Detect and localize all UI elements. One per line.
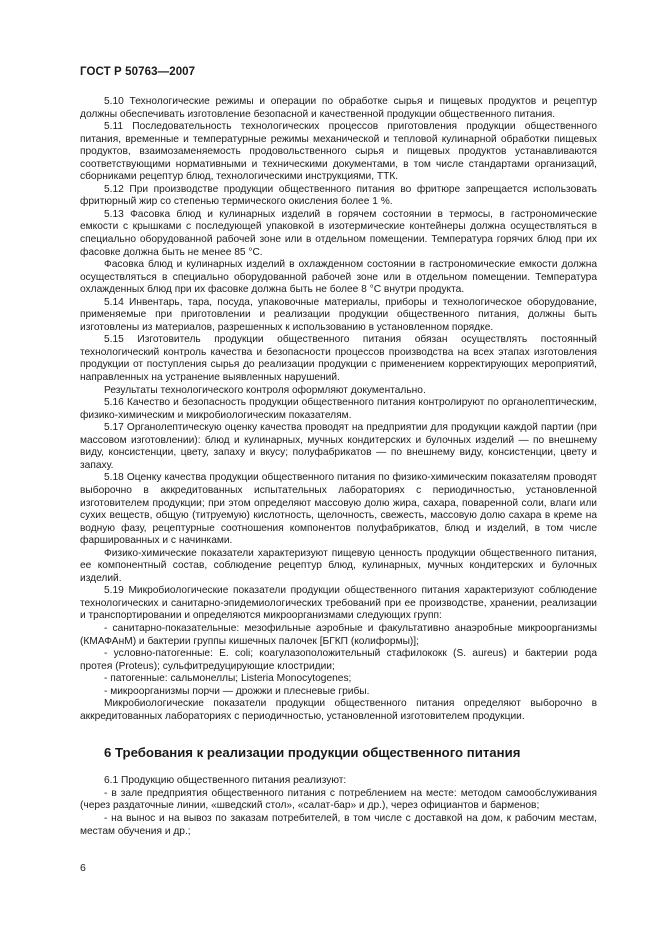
clause-5-13-cont: Фасовка блюд и кулинарных изделий в охлажденном состоянии в гастрономические емкости должна осуществляться в специально оборудованной рабочей зоне или в отдельном помещении. Температура охлажденных блюд при их фасовке должна быть не более 8 °C внутри продукта.	[80, 259, 597, 296]
clause-5-17: 5.17 Органолептическую оценку качества проводят на предприятии для продукции каждой партии (при массовом изготовлении): блюд и кулинарных, мучных кондитерских и булочных изделий — по внешнему виду, консистенции, цвету, запаху и вкусу; полуфабрикатов — по внешнему виду, консистенции, цвету и запаху.	[80, 422, 597, 471]
clause-5-19: 5.19 Микробиологические показатели продукции общественного питания характеризуют соблюдение технологических и санитарно-эпидемиологических требований при ее производстве, хранении, реализации и транспортировании и определяются микроорганизмами следующих групп:	[80, 585, 597, 622]
clause-5-15-cont: Результаты технологического контроля оформляют документально.	[104, 384, 426, 396]
list-item-opportunistic: - условно-патогенные: E. coli; коагулазоположительный стафилококк (S. aureus) и бактерии рода протея (Proteus); сульфитредуцирующие клостридии;	[80, 648, 597, 672]
clause-5-14: 5.14 Инвентарь, тара, посуда, упаковочные материалы, приборы и технологическое оборудование, применяемые при приготовлении и реализации продукции общественного питания, должны быть изготовлены из материалов, разрешенных к использованию в установленном порядке.	[80, 296, 597, 333]
clause-5-19-cont: Микробиологические показатели продукции общественного питания определяют выборочно в аккредитованных лабораториях с периодичностью, установленной изготовителем продукции.	[80, 698, 597, 722]
page-number: 6	[80, 862, 86, 874]
list-item-sanitary: - санитарно-показательные: мезофильные аэробные и факультативно анаэробные микроорганизмы (КМАФАнМ) и бактерии группы кишечных палочек [БГКП (колиформы)];	[80, 622, 597, 647]
clause-6-1: 6.1 Продукцию общественного питания реализуют:	[104, 775, 347, 787]
section-6-heading: 6 Требования к реализации продукции общественного питания	[104, 745, 521, 761]
document-body	[80, 96, 597, 838]
list-item-spoilage: - микроорганизмы порчи — дрожжи и плесневые грибы.	[104, 685, 370, 697]
clause-5-18-cont: Физико-химические показатели характеризуют пищевую ценность продукции общественного питания, ее компонентный состав, соблюдение рецептур блюд, кулинарных, мучных кондитерских и булочных изделий.	[80, 547, 597, 584]
clause-5-16: 5.16 Качество и безопасность продукции общественного питания контролируют по органолептическим, физико-химическим и микробиологическим показателям.	[80, 397, 597, 421]
list-item-takeaway: - на вынос и на вывоз по заказам потребителей, в том числе с доставкой на дом, к рабочим местам, местам обучения и др.;	[80, 812, 597, 837]
clause-5-12: 5.12 При производстве продукции общественного питания во фритюре запрещается использовать фритюрный жир со степенью термического окисления более 1 %.	[80, 183, 597, 208]
list-item-in-hall: - в зале предприятия общественного питания с потреблением на месте: методом самообслуживания (через раздаточные линии, «шведский стол», «салат-бар» и др.), через официантов и барменов;	[80, 787, 597, 812]
list-item-pathogenic: - патогенные: сальмонеллы; Listeria Monocytogenes;	[104, 673, 352, 685]
clause-5-11: 5.11 Последовательность технологических процессов приготовления продукции общественного питания, временные и температурные режимы механической и тепловой кулинарной обработки пищевых продуктов, взаимозаменяемость продовольственного сырья и пищевых продуктов устанавливаются соответствующими нормативными и техническими документами, в том числе стандартами организаций, сборниками рецептур блюд, технологическими инструкциями, ТТК.	[80, 121, 597, 183]
document-header: ГОСТ Р 50763—2007	[80, 66, 196, 78]
clause-5-13: 5.13 Фасовка блюд и кулинарных изделий в горячем состоянии в термосы, в гастрономические емкости с крышками с последующей упаковкой в изотермические контейнеры должна осуществляться в специально оборудованной рабочей зоне или в отдельном помещении. Температура горячих блюд при их фасовке должна быть не менее 85 °C.	[80, 208, 597, 258]
clause-5-10: 5.10 Технологические режимы и операции по обработке сырья и пищевых продуктов и рецептур должны обеспечивать изготовление безопасной и качественной продукции общественного питания.	[80, 96, 597, 120]
clause-5-15: 5.15 Изготовитель продукции общественного питания обязан осуществлять постоянный технологический контроль качества и безопасности процессов производства на всех этапах изготовления продукции от поступления сырья до реализации продукции с применением корректирующих мероприятий, направленных на устранение выявленных нарушений.	[80, 334, 597, 384]
clause-5-18: 5.18 Оценку качества продукции общественного питания по физико-химическим показателям проводят выборочно в аккредитованных испытательных лабораториях с периодичностью, установленной изготовителем продукции; при этом определяют массовую долю жира, сахара, поваренной соли, влаги или сухих веществ, общую (титруемую) кислотность, щелочность, свежесть, массовую долю сахара в креме на водную фазу, рецептурные соотношения компонентов полуфабрикатов, блюд и изделий, в том числе фаршированных и с начинками.	[80, 472, 597, 547]
